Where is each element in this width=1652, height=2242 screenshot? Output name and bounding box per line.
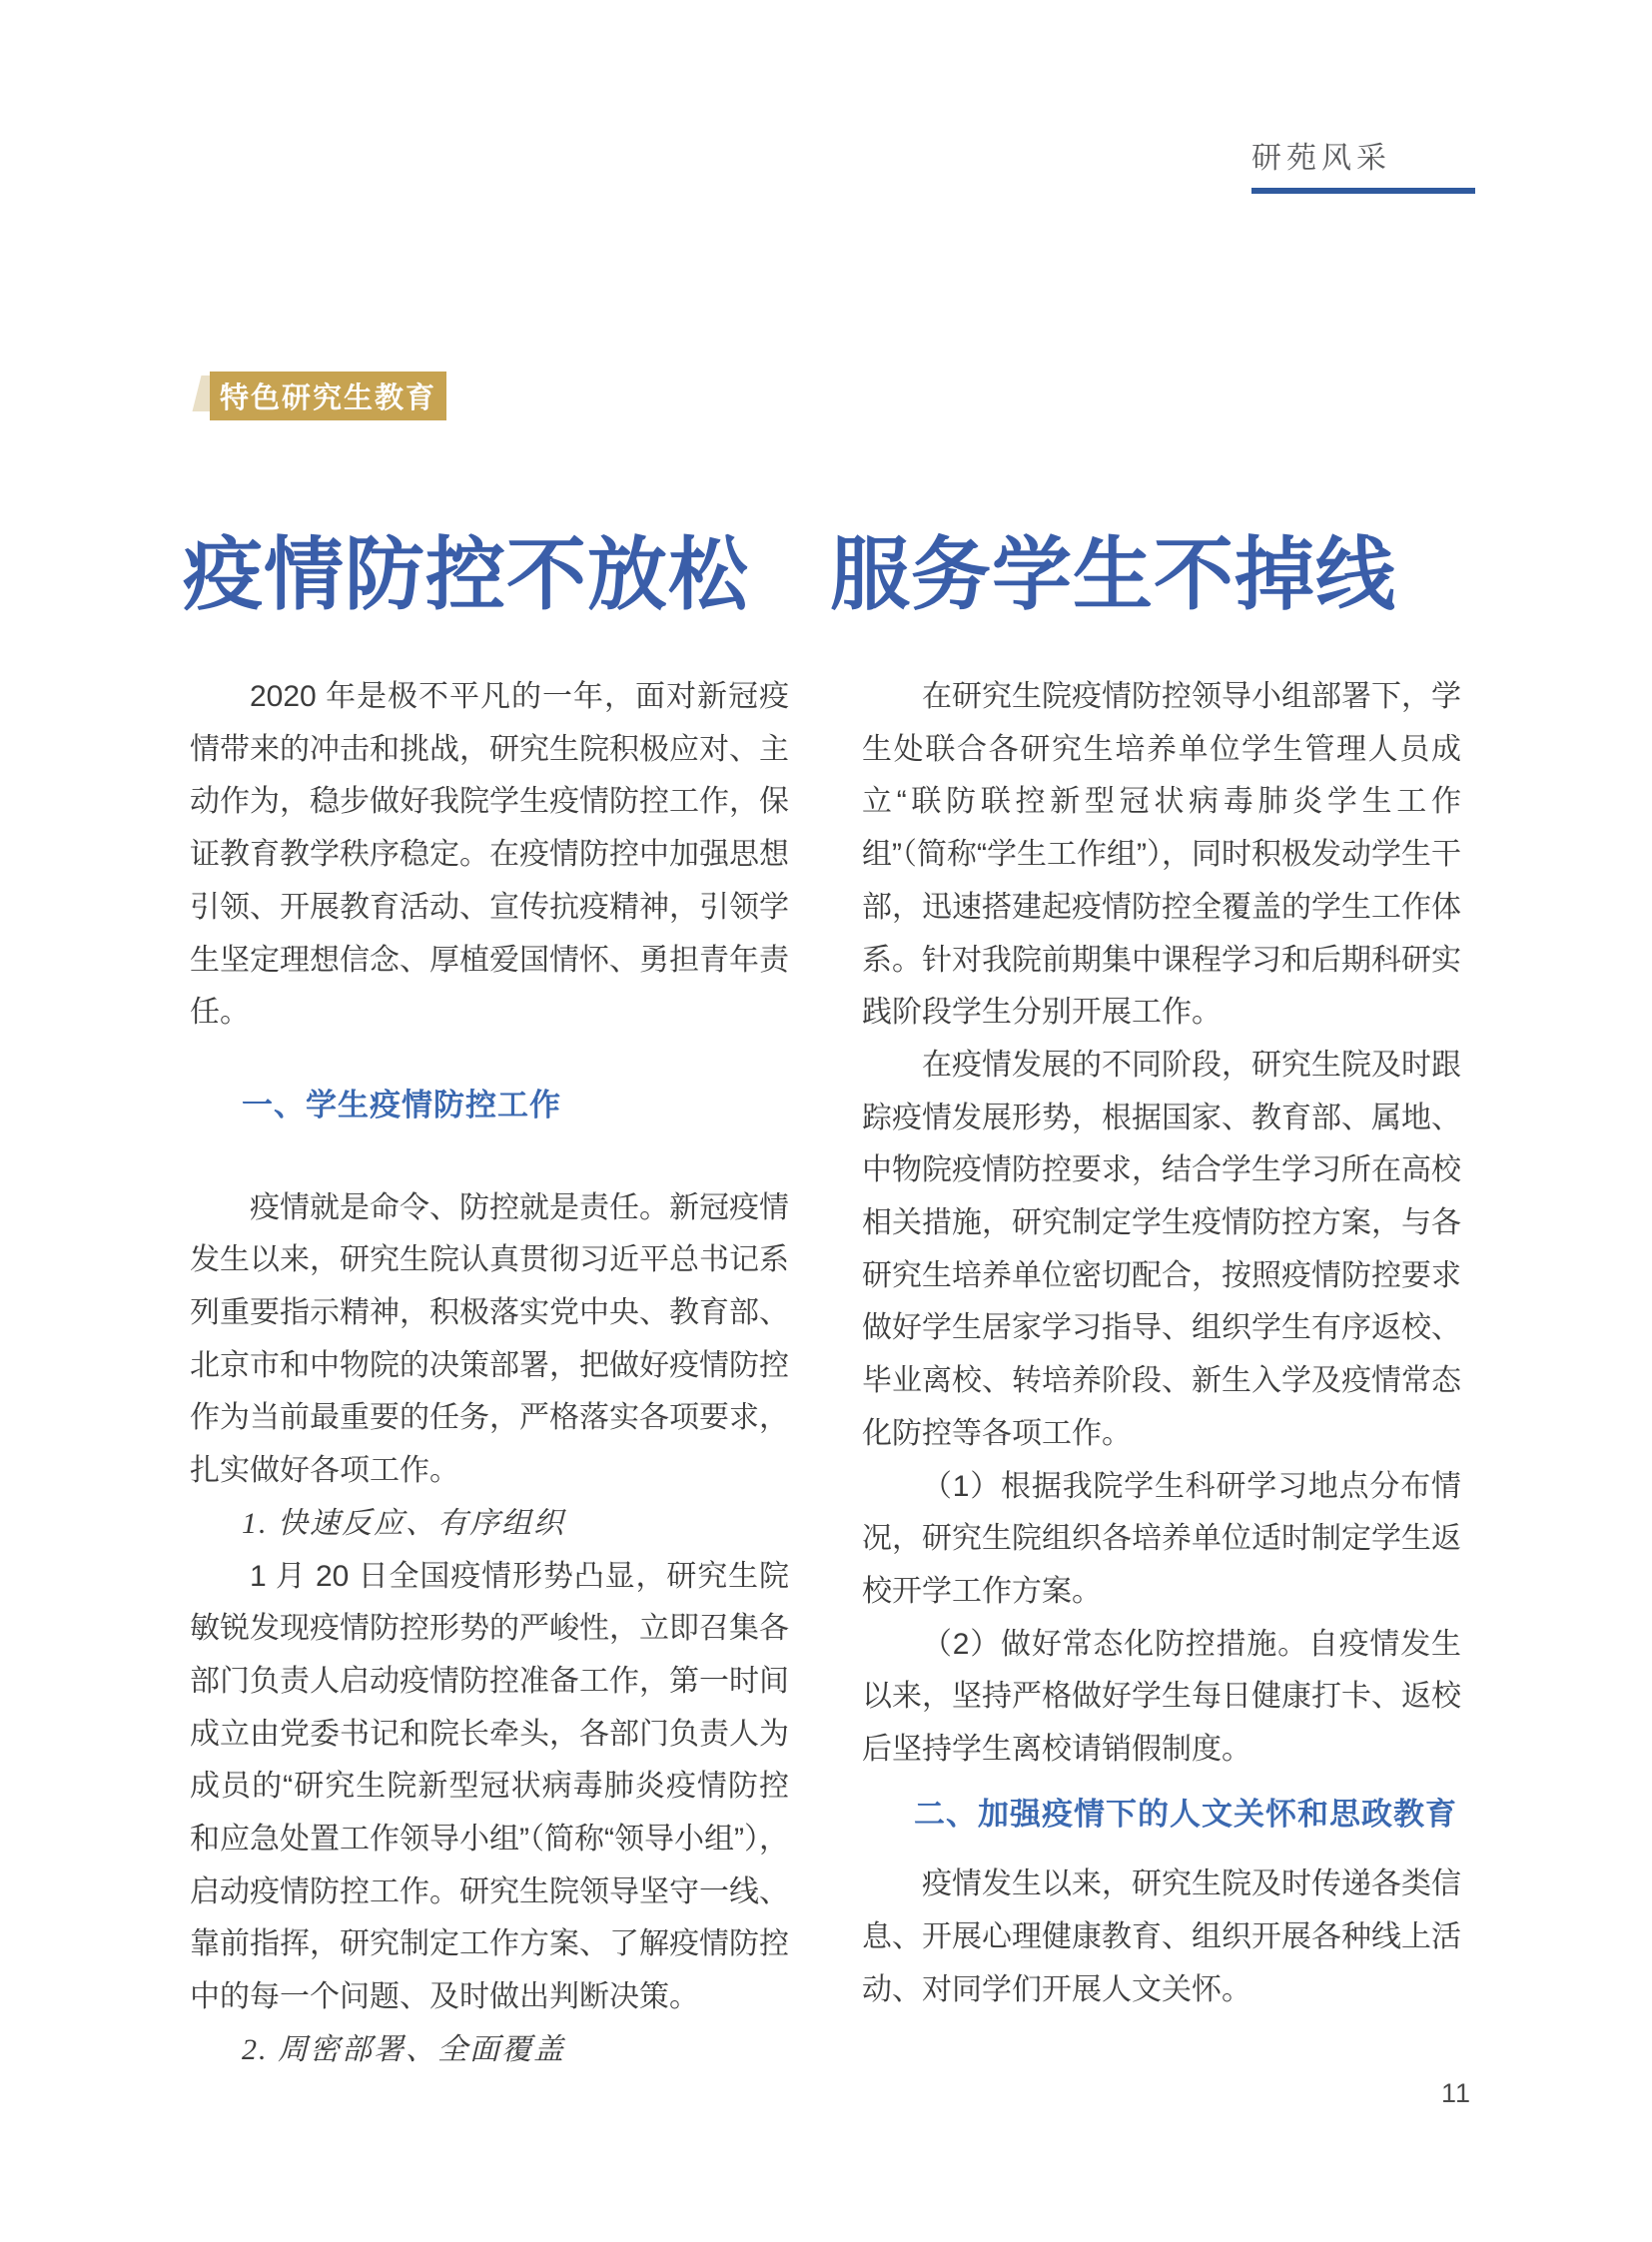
running-head-label: 研苑风采 [1251,142,1391,175]
paragraph-humanistic-care: 疫情发生以来，研究生院及时传递各类信息、开展心理健康教育、组织开展各种线上活动、对同学们开展人文关怀。 [862,1868,1461,2006]
paragraph-stage-tracking: 在疫情发展的不同阶段，研究生院及时跟踪疫情发展形势，根据国家、教育部、属地、中物院疫情防控要求，结合学生学习所在高校相关措施，研究制定学生疫情防控方案，与各研究生培养单位密切配合，按照疫情防控要求做好学生居家学习指导、组织学生有序返校、毕业离校、转培养阶段、新生入学及疫情常态化防控等各项工作。 [862,1048,1461,1450]
page-header [1251,143,1475,194]
section-heading-2: 二、加强疫情下的人文关怀和思政教育 [914,1796,1457,1832]
paragraph-point-1: （1）根据我院学生科研学习地点分布情况，研究生院组织各培养单位适时制定学生返校开学工作方案。 [862,1469,1461,1608]
page-number: 11 [1441,2078,1472,2108]
left-column [190,671,789,2077]
article-title: 疫情防控不放松 服务学生不掉线 [183,531,1396,620]
section-heading-1: 一、学生疫情防控工作 [242,1087,561,1122]
paragraph-student-workgroup: 在研究生院疫情防控领导小组部署下，学生处联合各研究生培养单位学生管理人员成立“联防联控新型冠状病毒肺炎学生工作组”（简称“学生工作组”），同时积极发动学生干部，迅速搭建起疫情防控全覆盖的学生工作体系。针对我院前期集中课程学习和后期科研实践阶段学生分别开展工作。 [862,680,1461,1030]
sub-item-1: 1. 快速反应、有序组织 [242,1506,565,1540]
header-rule [1251,188,1475,194]
paragraph-epidemic-duty: 疫情就是命令、防控就是责任。新冠疫情发生以来，研究生院认真贯彻习近平总书记系列重要指示精神，积极落实党中央、教育部、北京市和中物院的决策部署，把做好疫情防控作为当前最重要的任务，严格落实各项要求，扎实做好各项工作。 [190,1190,789,1488]
right-column [862,671,1461,2017]
paragraph-point-2: （2）做好常态化防控措施。自疫情发生以来，坚持严格做好学生每日健康打卡、返校后坚持学生离校请销假制度。 [862,1627,1461,1767]
sub-item-2: 2. 周密部署、全面覆盖 [242,2032,565,2066]
paragraph-jan20-response: 1 月 20 日全国疫情形势凸显，研究生院敏锐发现疫情防控形势的严峻性，立即召集各部门负责人启动疫情防控准备工作，第一时间成立由党委书记和院长牵头，各部门负责人为成员的“研究生院新型冠状病毒肺炎疫情防控和应急处置工作领导小组”（简称“领导小组”），启动疫情防控工作。研究生院领导坚守一线、靠前指挥，研究制定工作方案、了解疫情防控中的每一个问题、及时做出判断决策。 [190,1559,789,2014]
paragraph-intro: 2020 年是极不平凡的一年，面对新冠疫情带来的冲击和挑战，研究生院积极应对、主动作为，稳步做好我院学生疫情防控工作，保证教育教学秩序稳定。在疫情防控中加强思想引领、开展教育活动、宣传抗疫精神，引领学生坚定理想信念、厚植爱国情怀、勇担青年责任。 [190,680,789,1030]
topic-badge: 特色研究生教育 [210,372,446,420]
